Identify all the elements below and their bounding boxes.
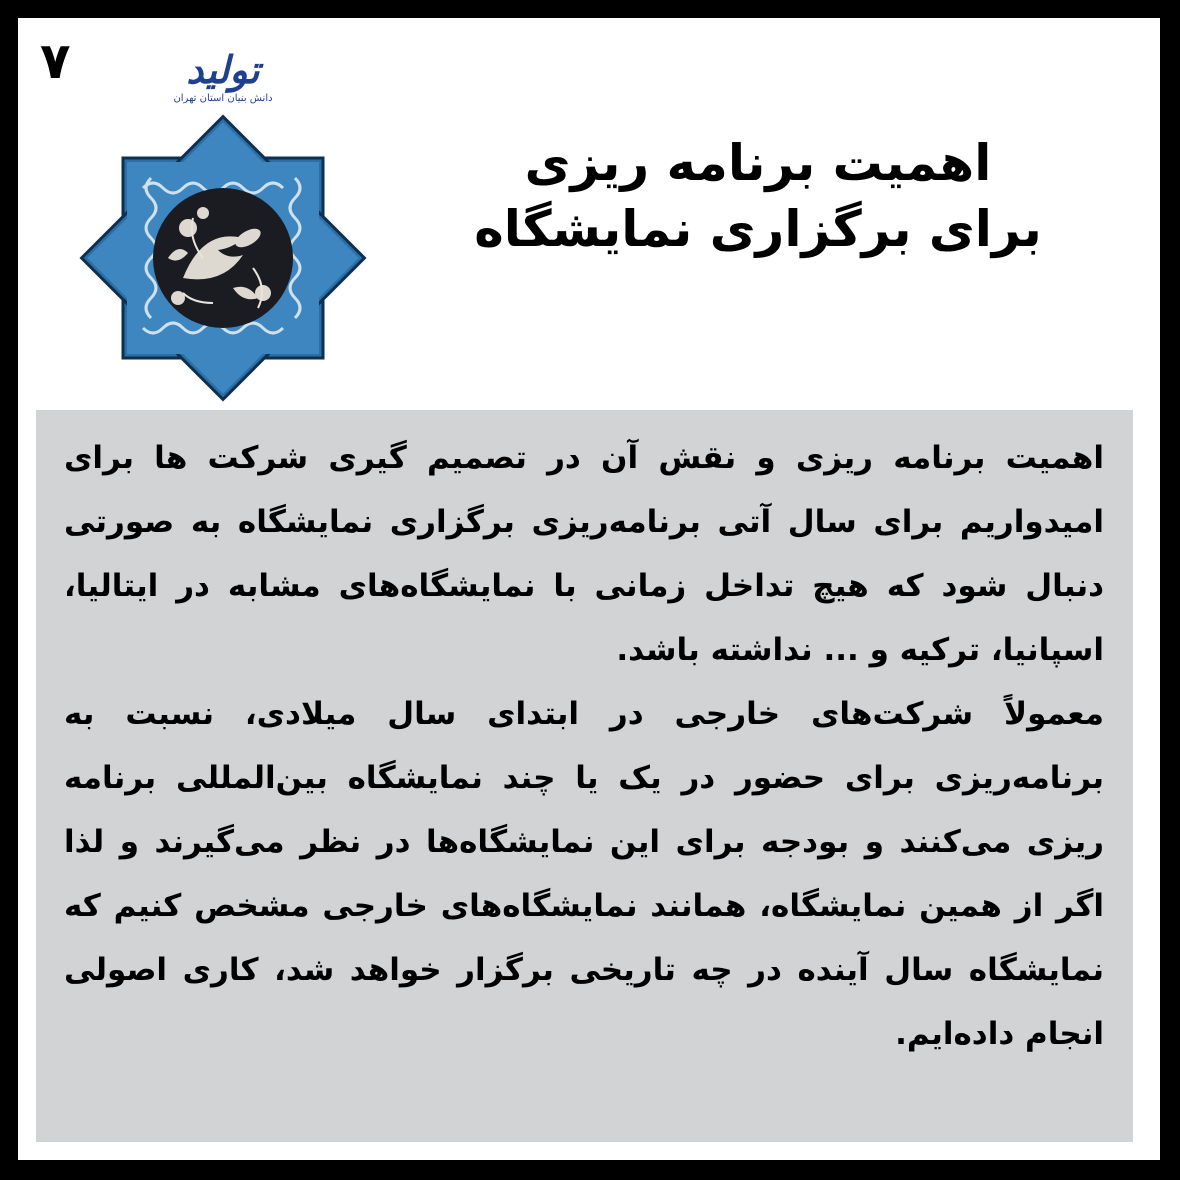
logo (158, 48, 288, 118)
page-title (398, 130, 1118, 262)
logo-wordmark: تولید (186, 47, 260, 92)
page-number: ۷ (40, 32, 71, 90)
logo-tagline: دانش بنیان استان تهران (173, 93, 273, 104)
text-panel (36, 410, 1133, 1142)
star-tile-icon (78, 113, 368, 403)
title-line-1: اهمیت برنامه ریزی (524, 134, 992, 192)
page-frame (18, 18, 1160, 1160)
paragraph-1: اهمیت برنامه ریزی و نقش آن در تصمیم گیری شرکت ها برای امیدواریم برای سال آتی برنامه‌ریزی برگزاری نمایشگاه به صورتی دنبال شود که هیچ تداخل زمانی با نمایشگاه‌های مشابه در ایتالیا، اسپانیا، ترکیه و ... نداشته باشد. (64, 440, 1104, 668)
title-line-2: برای برگزاری نمایشگاه (474, 200, 1042, 258)
paragraph-2: معمولاً شرکت‌های خارجی در ابتدای سال میلادی، نسبت به برنامه‌ریزی برای حضور در یک یا چند نمایشگاه بین‌المللی برنامه ریزی می‌کنند و بودجه برای این نمایشگاه‌ها در نظر می‌گیرند و لذا اگر از همین نمایشگاه، همانند نمایشگاه‌های خارجی مشخص کنیم که نمایشگاه سال آینده در چه تاریخی برگزار خواهد شد، کاری اصولی انجام داده‌ایم. (64, 696, 1104, 1052)
body-text (64, 426, 1104, 1066)
